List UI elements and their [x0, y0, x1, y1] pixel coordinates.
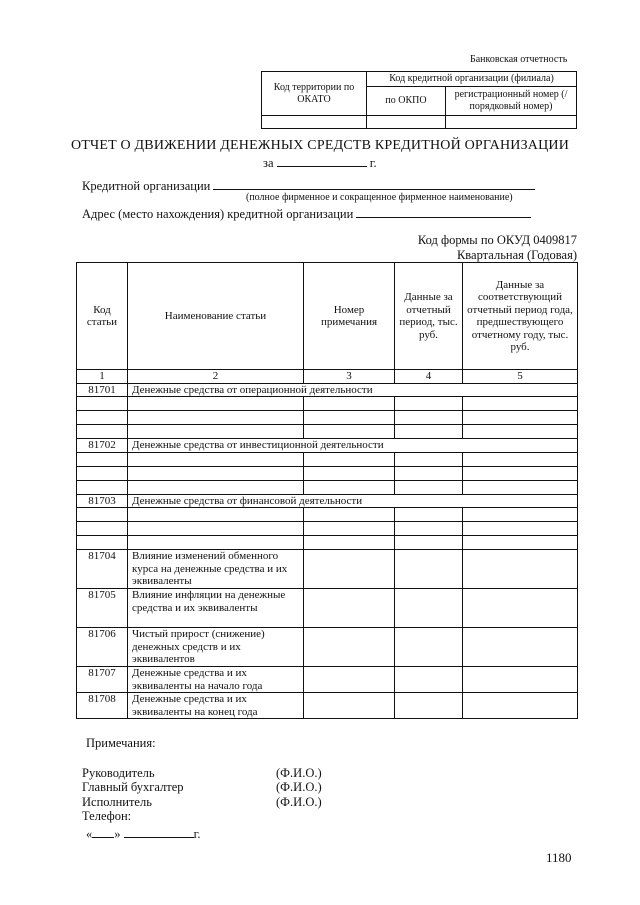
- data-cell[interactable]: [463, 452, 578, 466]
- executor-label: Исполнитель: [82, 795, 152, 809]
- row-name: Влияние инфляции на денежные средства и их эквиваленты: [128, 589, 304, 628]
- data-cell[interactable]: [395, 628, 463, 667]
- executor-fio: (Ф.И.О.): [276, 795, 322, 809]
- data-cell[interactable]: [395, 480, 463, 494]
- data-cell[interactable]: [395, 550, 463, 589]
- data-cell[interactable]: [395, 452, 463, 466]
- row-code: 81707: [77, 667, 128, 693]
- table-row: [77, 589, 578, 628]
- table-row: [77, 628, 578, 667]
- data-cell[interactable]: [304, 550, 395, 589]
- data-cell[interactable]: [463, 628, 578, 667]
- data-cell[interactable]: [395, 536, 463, 550]
- col-header-current: Данные за отчетный период, тыс. руб.: [395, 263, 463, 370]
- territory-code-cell[interactable]: [262, 116, 367, 129]
- table-row: [77, 425, 578, 439]
- row-code: 81708: [77, 693, 128, 719]
- data-cell[interactable]: [395, 667, 463, 693]
- data-cell[interactable]: [395, 508, 463, 522]
- data-cell[interactable]: [463, 550, 578, 589]
- table-row: [77, 411, 578, 425]
- data-cell[interactable]: [463, 466, 578, 480]
- credit-org-code-header: Код кредитной организации (филиала): [367, 72, 577, 87]
- table-row: [77, 383, 578, 397]
- row-code: 81703: [77, 494, 128, 508]
- data-cell[interactable]: [304, 536, 395, 550]
- data-cell[interactable]: [395, 466, 463, 480]
- period-prefix: за: [263, 156, 274, 170]
- phones-label: Телефон:: [82, 809, 132, 823]
- data-cell[interactable]: [463, 589, 578, 628]
- data-cell[interactable]: [395, 397, 463, 411]
- table-row: [77, 522, 578, 536]
- date-close-quote: »: [114, 827, 121, 841]
- address-line: [82, 205, 531, 222]
- table-row: [77, 508, 578, 522]
- data-cell[interactable]: [395, 693, 463, 719]
- col-number: 5: [463, 370, 578, 384]
- notes-label: Примечания:: [86, 736, 156, 750]
- table-row: [77, 480, 578, 494]
- row-name: Денежные средства и их эквиваленты на конец года: [128, 693, 304, 719]
- col-number: 4: [395, 370, 463, 384]
- row-name: Чистый прирост (снижение) денежных средств и их эквивалентов: [128, 628, 304, 667]
- data-cell[interactable]: [463, 667, 578, 693]
- data-cell[interactable]: [304, 628, 395, 667]
- row-code: 81701: [77, 383, 128, 397]
- col-number: 2: [128, 370, 304, 384]
- address-field[interactable]: [356, 205, 531, 218]
- okpo-header: по ОКПО: [367, 87, 446, 116]
- date-year-suffix: г.: [193, 827, 201, 841]
- table-row: [77, 494, 578, 508]
- col-header-name: Наименование статьи: [128, 263, 304, 370]
- report-category-label: Банковская отчетность: [470, 54, 568, 65]
- data-cell[interactable]: [463, 536, 578, 550]
- date-month-field[interactable]: [124, 825, 194, 838]
- table-row: [77, 439, 578, 453]
- form-code: Код формы по ОКУД 0409817: [417, 233, 577, 247]
- col-header-note: Номер примечания: [304, 263, 395, 370]
- report-title: ОТЧЕТ О ДВИЖЕНИИ ДЕНЕЖНЫХ СРЕДСТВ КРЕДИТНОЙ ОРГАНИЗАЦИИ: [70, 138, 570, 153]
- data-cell[interactable]: [304, 508, 395, 522]
- org-label: Кредитной организации: [82, 179, 211, 193]
- date-day-field[interactable]: [92, 825, 114, 838]
- okpo-cell[interactable]: [367, 116, 446, 129]
- data-cell[interactable]: [304, 522, 395, 536]
- data-cell[interactable]: [304, 425, 395, 439]
- reg-number-header: регистрационный номер (/порядковый номер): [446, 87, 577, 116]
- territory-code-header: Код территории по ОКАТО: [262, 72, 367, 116]
- data-cell[interactable]: [304, 397, 395, 411]
- col-number: 1: [77, 370, 128, 384]
- col-header-previous: Данные за соответствующий отчетный период года, предшествующего отчетному году, тыс. руб.: [463, 263, 578, 370]
- chief-accountant-label: Главный бухгалтер: [82, 780, 184, 794]
- address-label: Адрес (место нахождения) кредитной организации: [82, 207, 354, 221]
- data-cell[interactable]: [395, 411, 463, 425]
- data-cell[interactable]: [463, 411, 578, 425]
- table-row: [77, 667, 578, 693]
- table-row: [77, 466, 578, 480]
- table-row: [77, 693, 578, 719]
- data-cell[interactable]: [304, 589, 395, 628]
- data-cell[interactable]: [395, 589, 463, 628]
- period-suffix: г.: [369, 156, 377, 170]
- row-code: 81702: [77, 439, 128, 453]
- data-cell[interactable]: [463, 425, 578, 439]
- head-label: Руководитель: [82, 766, 155, 780]
- cash-flow-table: [76, 262, 578, 719]
- row-name: Денежные средства от инвестиционной деятельности: [128, 439, 578, 453]
- row-code: 81706: [77, 628, 128, 667]
- row-name: Денежные средства от финансовой деятельности: [128, 494, 578, 508]
- row-name: Влияние изменений обменного курса на денежные средства и их эквиваленты: [128, 550, 304, 589]
- row-name: Денежные средства от операционной деятельности: [128, 383, 578, 397]
- table-row: [77, 550, 578, 589]
- chief-accountant-fio: (Ф.И.О.): [276, 780, 322, 794]
- row-name: Денежные средства и их эквиваленты на начало года: [128, 667, 304, 693]
- data-cell[interactable]: [304, 667, 395, 693]
- signature-date: [86, 825, 200, 842]
- data-cell[interactable]: [463, 397, 578, 411]
- data-cell[interactable]: [304, 411, 395, 425]
- data-cell[interactable]: [395, 522, 463, 536]
- data-cell[interactable]: [304, 452, 395, 466]
- table-row: [77, 536, 578, 550]
- periodicity: Квартальная (Годовая): [456, 248, 577, 262]
- data-cell[interactable]: [304, 480, 395, 494]
- data-cell[interactable]: [463, 480, 578, 494]
- data-cell[interactable]: [395, 425, 463, 439]
- period-field[interactable]: [277, 154, 367, 167]
- row-code: 81704: [77, 550, 128, 589]
- data-cell[interactable]: [304, 693, 395, 719]
- data-cell[interactable]: [463, 693, 578, 719]
- head-fio: (Ф.И.О.): [276, 766, 322, 780]
- col-number: 3: [304, 370, 395, 384]
- table-row: [77, 397, 578, 411]
- org-name-hint: (полное фирменное и сокращенное фирменное наименование): [246, 192, 513, 203]
- date-open-quote: «: [86, 827, 93, 841]
- data-cell[interactable]: [304, 466, 395, 480]
- org-name-field[interactable]: [213, 177, 535, 190]
- col-header-code: Код статьи: [77, 263, 128, 370]
- org-codes-table: [261, 71, 577, 129]
- row-code: 81705: [77, 589, 128, 628]
- page-number: 1180: [546, 850, 572, 865]
- reg-number-cell[interactable]: [446, 116, 577, 129]
- data-cell[interactable]: [463, 522, 578, 536]
- report-period: [263, 154, 377, 171]
- table-row: [77, 452, 578, 466]
- data-cell[interactable]: [463, 508, 578, 522]
